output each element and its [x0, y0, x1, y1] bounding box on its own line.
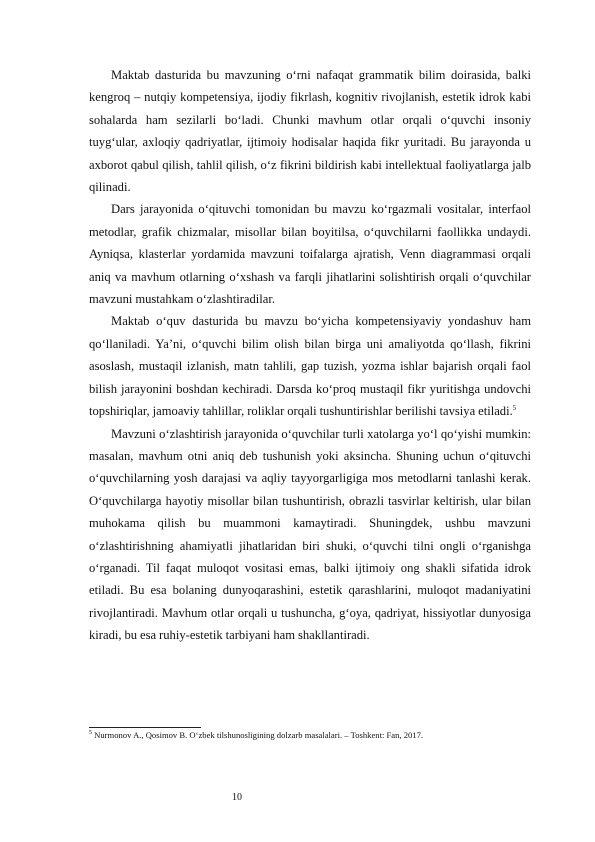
- page-number: 10: [232, 792, 242, 803]
- paragraph-1: [89, 64, 531, 198]
- paragraph-2: [89, 198, 531, 310]
- footnote-reference[interactable]: 5: [512, 403, 517, 412]
- footnote: [89, 729, 531, 741]
- body-text: [89, 64, 531, 647]
- footnote-number: 5: [89, 730, 92, 737]
- paragraph-4-text: Mavzuni o‘zlashtirish jarayonida o‘quvchilar turli xatolarga yo‘l qo‘yishi mumkin: masalan, mavhum otni aniq deb tushunish yoki aksincha. Shuning uchun o‘qituvchi o‘quvchilarning yosh darajasi va aqliy tayyorgarligiga mos metodlarni tanlashi kerak. O‘quvchilarga hayotiy misollar bilan tushuntirish, obrazli tasvirlar keltirish, ular bilan muhokama qilish bu muammoni kamaytiradi. Shuningdek, ushbu mavzuni o‘zlashtirishning ahamiyatli jihatlaridan biri shuki, o‘quvchi tilni ongli o‘rganishga o‘rganadi. Til faqat muloqot vositasi emas, balki ijtimoiy ong shakli sifatida idrok etiladi. Bu esa bolaning dunyoqarashini, estetik qarashlarini, muloqot madaniyatini rivojlantiradi. Mavhum otlar orqali u tushuncha, g‘oya, qadriyat, hissiyotlar dunyosiga kiradi, bu esa ruhiy-estetik tarbiyani ham shakllantiradi.: [89, 426, 531, 643]
- footnote-separator: [89, 727, 201, 728]
- paragraph-3: [89, 310, 531, 422]
- paragraph-4: [89, 423, 531, 647]
- paragraph-1-text: Maktab dasturida bu mavzuning o‘rni nafaqat grammatik bilim doirasida, balki kengroq – nutqiy kompetensiya, ijodiy fikrlash, kognitiv rivojlanish, estetik idrok kabi sohalarda ham sezilarli bo‘ladi. Chunki mavhum otlar orqali o‘quvchi insoniy tuyg‘ular, axloqiy qadriyatlar, ijtimoiy hodisalar haqida fikr yuritadi. Bu jarayonda u axborot qabul qilish, tahlil qilish, o‘z fikrini bildirish kabi intellektual faoliyatlarga jalb qilinadi.: [89, 68, 531, 195]
- paragraph-3-text: Maktab o‘quv dasturida bu mavzu bo‘yicha kompetensiyaviy yondashuv ham qo‘llaniladi. Ya’ni, o‘quvchi bilim olish bilan birga uni amaliyotda qo‘llash, fikrini asoslash, mustaqil izlanish, matn tahlili, gap tuzish, yozma ishlar bajarish orqali faol bilish jarayonini boshdan kechiradi. Darsda ko‘proq mustaqil fikr yuritishga undovchi topshiriqlar, jamoaviy tahlillar, roliklar orqali tushuntirishlar berilishi tavsiya etiladi.: [89, 314, 531, 419]
- footnote-text: Nurmonov A., Qosimov B. O‘zbek tilshunosligining dolzarb masalalari. – Toshkent: Fan, 2017.: [94, 730, 424, 740]
- paragraph-2-text: Dars jarayonida o‘qituvchi tomonidan bu mavzu ko‘rgazmali vositalar, interfaol metodlar, grafik chizmalar, misollar bilan boyitilsa, o‘quvchilarni faollikka undaydi. Ayniqsa, klasterlar yordamida mavzuni toifalarga ajratish, Venn diagrammasi orqali aniq va mavhum otlarning o‘xshash va farqli jihatlarini solishtirish orqali o‘quvchilar mavzuni mustahkam o‘zlashtiradilar.: [89, 202, 531, 307]
